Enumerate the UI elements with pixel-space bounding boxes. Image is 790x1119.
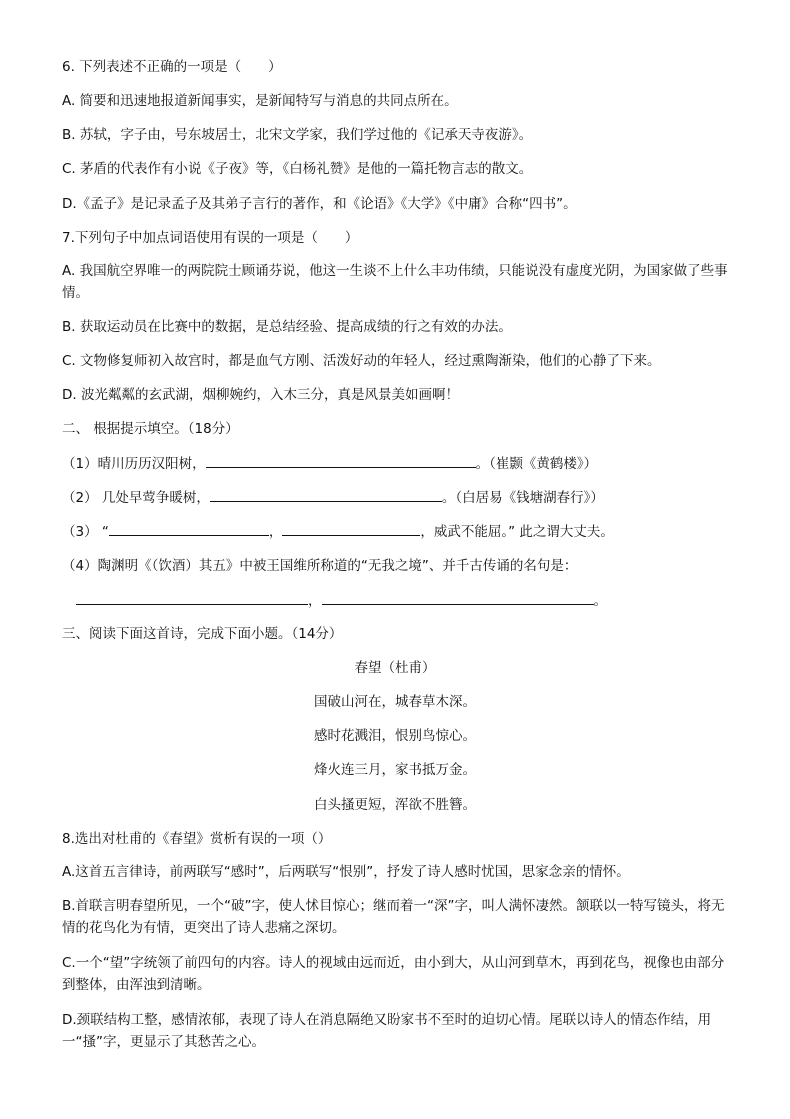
answer-blank-4b[interactable] (322, 590, 594, 605)
fill-item-3 (62, 521, 614, 542)
answer-blank-3a[interactable] (109, 521, 269, 536)
fill-item-2 (62, 487, 604, 508)
fill-item-4-comma: ， (308, 593, 322, 609)
q8-option-b: B.首联言明春望所见，一个“破”字，使人怵目惊心；继而着一“深”字，叫人满怀凄然。颔联以一特写镜头，将无情的花鸟化为有情，更突出了诗人悲痛之深切。 (62, 898, 725, 936)
q6-option-a: A. 简要和迅速地报道新闻事实，是新闻特写与消息的共同点所在。 (62, 93, 458, 109)
q7-stem: 7.下列句子中加点词语使用有误的一项是（ ） (62, 230, 359, 246)
q7-option-c: C. 文物修复师初入故宫时，都是血气方刚、活泼好动的年轻人，经过熏陶渐染，他们的心静了下来。 (62, 353, 661, 369)
q6-option-b: B. 苏轼，字子由，号东坡居士，北宋文学家，我们学过他的《记承天寺夜游》。 (62, 127, 533, 143)
q8-option-d: D.颈联结构工整，感情浓郁，表现了诗人在消息隔绝又盼家书不至时的迫切心情。尾联以诗人的情态作结，用一“搔”字，更显示了其愁苦之心。 (62, 1012, 712, 1050)
fill-item-3-comma: ， (268, 524, 283, 540)
q6-stem: 6. 下列表述不正确的一项是（ ） (62, 59, 282, 75)
fill-item-3-suffix: ，威武不能屈。” 此之谓大丈夫。 (420, 524, 614, 540)
answer-blank-2[interactable] (210, 487, 442, 502)
poem-title: 春望（杜甫） (354, 660, 436, 676)
fill-item-2-prefix: （2） 几处早莺争暖树， (62, 490, 210, 506)
q6-option-c: C. 茅盾的代表作有小说《子夜》等，《白杨礼赞》是他的一篇托物言志的散文。 (62, 161, 533, 177)
poem-line-2: 感时花溅泪，恨别鸟惊心。 (314, 728, 476, 744)
q7-option-a: A. 我国航空界唯一的两院院士顾诵芬说，他这一生谈不上什么丰功伟绩，只能说没有虚度光阴，为国家做了些事情。 (62, 263, 728, 301)
q7-option-b: B. 获取运动员在比赛中的数据，是总结经验、提高成绩的行之有效的办法。 (62, 319, 512, 335)
answer-blank-4a[interactable] (76, 590, 308, 605)
fill-item-1-suffix: 。（崔颢《黄鹤楼》） (475, 456, 598, 472)
fill-item-2-suffix: 。（白居易《钱塘湖春行》） (441, 490, 604, 506)
poem-line-4: 白头搔更短，浑欲不胜簪。 (314, 797, 476, 813)
fill-item-4-answer-line (76, 590, 607, 611)
q8-option-a: A.这首五言律诗，前两联写“感时”，后两联写“恨别”，抒发了诗人感时忧国，思家念亲的情怀。 (62, 864, 630, 880)
q6-option-d: D.《孟子》是记录孟子及其弟子言行的著作，和《论语》《大学》《中庸》合称“四书”。 (62, 196, 577, 212)
answer-blank-1[interactable] (206, 453, 476, 468)
fill-item-4: （4）陶渊明《（饮酒）其五》中被王国维所称道的“无我之境”、并千古传诵的名句是： (62, 558, 578, 574)
q7-option-d: D. 波光粼粼的玄武湖，烟柳婉约，入木三分，真是风景美如画啊！ (62, 387, 459, 403)
fill-item-1-prefix: （1）晴川历历汉阳树， (62, 456, 206, 472)
answer-blank-3b[interactable] (282, 521, 420, 536)
poem-line-1: 国破山河在，城春草木深。 (314, 694, 476, 710)
fill-item-3-prefix: （3） “ (62, 524, 109, 540)
q8-stem: 8.选出对杜甫的《春望》赏析有误的一项（） (62, 831, 332, 847)
section3-heading: 三、阅读下面这首诗，完成下面小题。（14分） (62, 626, 343, 642)
section2-heading: 二、 根据提示填空。（18分） (62, 421, 239, 437)
q8-option-c: C.一个“望”字统领了前四句的内容。诗人的视域由远而近，由小到大，从山河到草木，再到花鸟，视像也由部分到整体，由浑浊到清晰。 (62, 955, 725, 993)
fill-item-1 (62, 453, 597, 474)
poem-line-3: 烽火连三月，家书抵万金。 (314, 762, 476, 778)
fill-item-4-period: 。 (593, 593, 607, 609)
